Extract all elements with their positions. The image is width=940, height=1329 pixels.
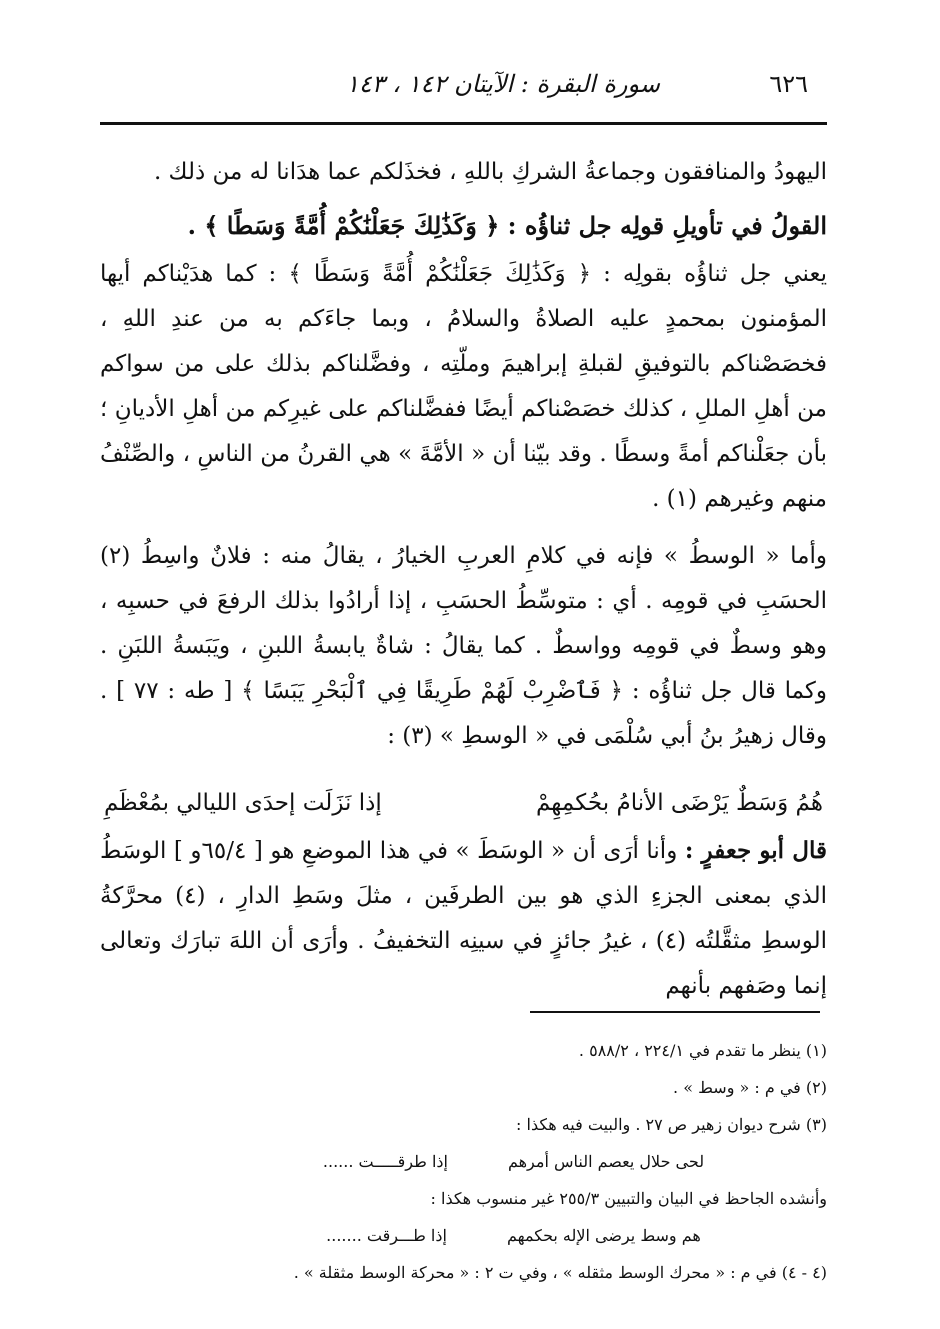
paragraph-4-lead: قال أبو جعفرٍ : [684, 837, 827, 864]
paragraph-3: وأما « الوسطُ » فإنه في كلامِ العربِ الخيارُ ، يقالُ منه : فلانٌ واسِطُ (٢) الحسَبِ في قومِه . أي : متوسِّطُ الحسَبِ ، إذا أرادُوا بذلك الرفعَ في حسبِه ، وهو وسطٌ في قومِه وواسطٌ . كما يقالُ : شاةٌ يابسةُ اللبنِ ، ويَبَسةُ اللبَنِ . وكما قال جل ثناؤُه : ﴿ فَٱضْرِبْ لَهُمْ طَرِيقًا فِي ٱلْبَحْرِ يَبَسًا ﴾ [ طه : ٧٧ ] . وقال زهيرُ بنُ أبي سُلْمَى في « الوسطِ » (٣) : [100, 543, 827, 749]
footnote-rule [530, 1011, 820, 1013]
verse-hemistich-right: هُمُ وَسَطٌ يَرْضَى الأنامُ بحُكمِهِمْ [536, 790, 823, 816]
page-header [100, 62, 820, 112]
paragraph-2: يعني جل ثناؤُه بقولِه : ﴿ وَكَذَٰلِكَ جَعَلْنَٰكُمْ أُمَّةً وَسَطًا ﴾ : كما هدَيْناكم أيها المؤمنون بمحمدٍ عليه الصلاةُ والسلامُ ، وبما جاءَكم به من عندِ اللهِ ، فخصَصْناكم بالتوفيقِ لقبلةِ إبراهيمَ وملّتِه ، وفضَّلناكم بذلك على من سواكم من أهلِ المللِ ، كذلك خصَصْناكم أيضًا ففضَّلناكم على غيرِكم من أهلِ الأديانِ ؛ بأن جعَلْناكم أمةً وسطًا . وقد بيّنا أن « الأمَّةَ » هي القرنُ من الناسِ ، والصِّنْفُ منهم وغيرهم (١) . [100, 261, 827, 512]
footnotes [200, 1032, 827, 1291]
section-heading: القولُ في تأويلِ قولِه جل ثناؤُه : ﴿ وَكَذَٰلِكَ جَعَلْنَٰكُمْ أُمَّةً وَسَطًا ﴾ . [187, 211, 827, 240]
footnote-2: (٢) في م : « وسط » . [673, 1078, 827, 1097]
footnote-3-verse-2-right: هم وسط يرضى الإله بحكمهم [506, 1226, 701, 1245]
poem-verse [100, 781, 827, 826]
footnote-3-verse [200, 1143, 827, 1180]
paragraph-4 [100, 828, 827, 1009]
footnote-3-verse-left: إذا طرقـــــت ...... [322, 1152, 448, 1171]
paragraph-4-text: وأنا أرَى أن « الوسَطَ » في هذا الموضعِ هو [ ٦٥/٤و ] الوسَطُ الذي بمعنى الجزءِ الذي هو بين الطرفَين ، مثلَ وسَطِ الدارِ ، (٤) محرَّكةُ الوسطِ مثقَّلتُه (٤) ، غيرُ جائزٍ في سينِه التخفيفُ . وأرَى أن اللهَ تبارَك وتعالى إنما وصَفهم بأنهم [100, 838, 827, 999]
footnote-3: (٣) شرح ديوان زهير ص ٢٧ . والبيت فيه هكذا : [516, 1115, 827, 1134]
header-rule [100, 122, 827, 125]
footnote-4: (٤ - ٤) في م : « محرك الوسط مثقله » ، وفي ت ٢ : « محركة الوسط مثقلة » . [293, 1263, 827, 1282]
footnote-3-verse-2-left: إذا طـــرقت ....... [326, 1226, 447, 1245]
footnote-3-continued: وأنشده الجاحظ في البيان والتبيين ٢٥٥/٣ غير منسوب هكذا : [430, 1189, 827, 1208]
verse-hemistich-left: إذا نَزَلَت إحدَى الليالي بمُعْظَمِ [104, 790, 382, 816]
footnote-3-verse-2 [200, 1217, 827, 1254]
footnote-1: (١) ينظر ما تقدم في ٢٢٤/١ ، ٥٨٨/٢ . [578, 1041, 827, 1060]
main-text [100, 150, 827, 1009]
page-number: ٦٢٦ [769, 70, 808, 98]
paragraph-1: اليهودُ والمنافقون وجماعةُ الشركِ باللهِ ، فخذَلكم عما هدَانا له من ذلك . [153, 159, 827, 185]
running-head: سورة البقرة : الآيتان ١٤٢ ، ١٤٣ [345, 70, 660, 98]
footnote-3-verse-right: لحى حلال يعصم الناس أمرهم [507, 1152, 705, 1171]
